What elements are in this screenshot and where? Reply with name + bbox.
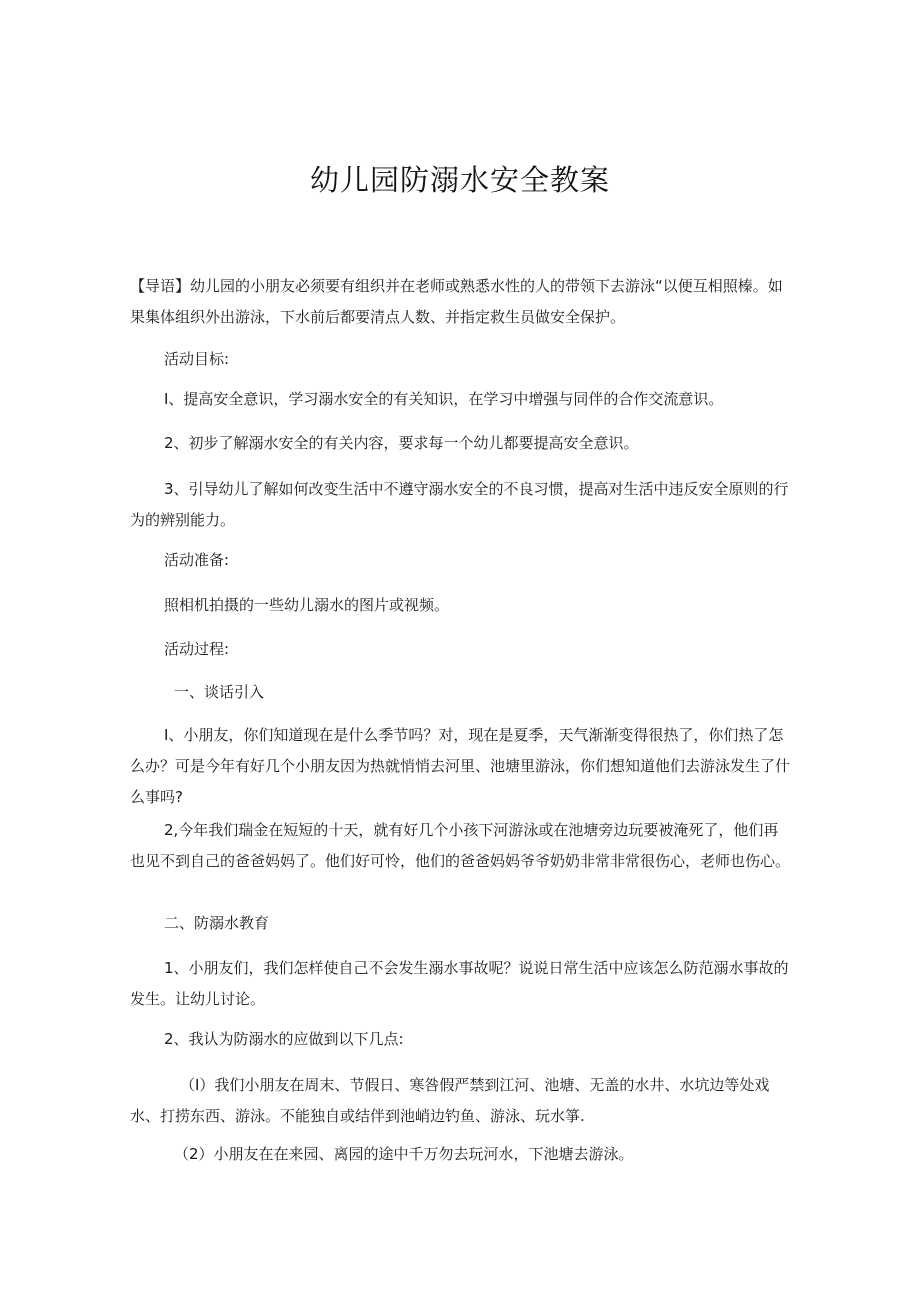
section-heading-preparation: 活动准备:	[164, 551, 230, 569]
document-title: 幼儿园防溺水安全教案	[309, 163, 610, 197]
subsection-heading-education: 二、防溺水教育	[164, 914, 270, 932]
subsection-heading-intro: 一、谈话引入	[174, 683, 265, 701]
education-item-1: 1、小朋友们，我们怎样使自己不会发生溺水事故呢？说说日常生活中应该怎么防范溺水事故的发生。让幼儿讨论。	[130, 959, 789, 1008]
rule-item-2: （2）小朋友在在来园、离园的途中千万勿去玩河水，下池塘去游泳。	[174, 1145, 634, 1163]
process-item-1: I、小朋友，你们知道现在是什么季节吗？对，现在是夏季，天气渐渐变得很热了，你们热了怎么办？可是今年有好几个小朋友因为热就悄悄去河里、池塘里游泳，你们想知道他们去游泳发生了什么事吗?	[130, 726, 791, 806]
education-item-2: 2、我认为防溺水的应做到以下几点:	[164, 1030, 404, 1048]
intro-paragraph: 【导语】幼儿园的小朋友必须要有组织并在老师或熟悉水性的人的带领下去游泳“以便互相照榛。如果集体组织外出游泳，下水前后都要清点人数、并指定救生员做安全保护。	[130, 277, 783, 326]
goal-item-2: 2、初步了解溺水安全的有关内容，要求每一个幼儿都要提高安全意识。	[164, 434, 639, 452]
section-heading-process: 活动过程:	[164, 640, 230, 658]
goal-item-3: 3、引导幼儿了解如何改变生活中不遵守溺水安全的不良习惯，提高对生活中违反安全原则的行为的辨别能力。	[130, 480, 789, 529]
rule-item-1: （I）我们小朋友在周末、节假日、寒咎假严禁到江河、池塘、无盖的水井、水坑边等处戏水、打捞东西、游泳。不能独自或结伴到池峭边钓鱼、游泳、玩水箏.	[130, 1076, 770, 1125]
preparation-item: 照相机拍摄的一些幼儿溺水的图片或视频。	[164, 596, 450, 614]
section-heading-goals: 活动目标:	[164, 350, 230, 368]
process-item-2: 2,今年我们瑞金在短短的十天，就有好几个小孩下河游泳或在池塘旁边玩要被淹死了，他们再也见不到自己的爸爸妈妈了。他们好可怜，他们的爸爸妈妈爷爷奶奶非常非常很伤心，老师也伤心。	[130, 821, 791, 870]
goal-item-1: I、提高安全意识，学习溺水安全的有关知识，在学习中增强与同伴的合作交流意识。	[164, 390, 724, 408]
